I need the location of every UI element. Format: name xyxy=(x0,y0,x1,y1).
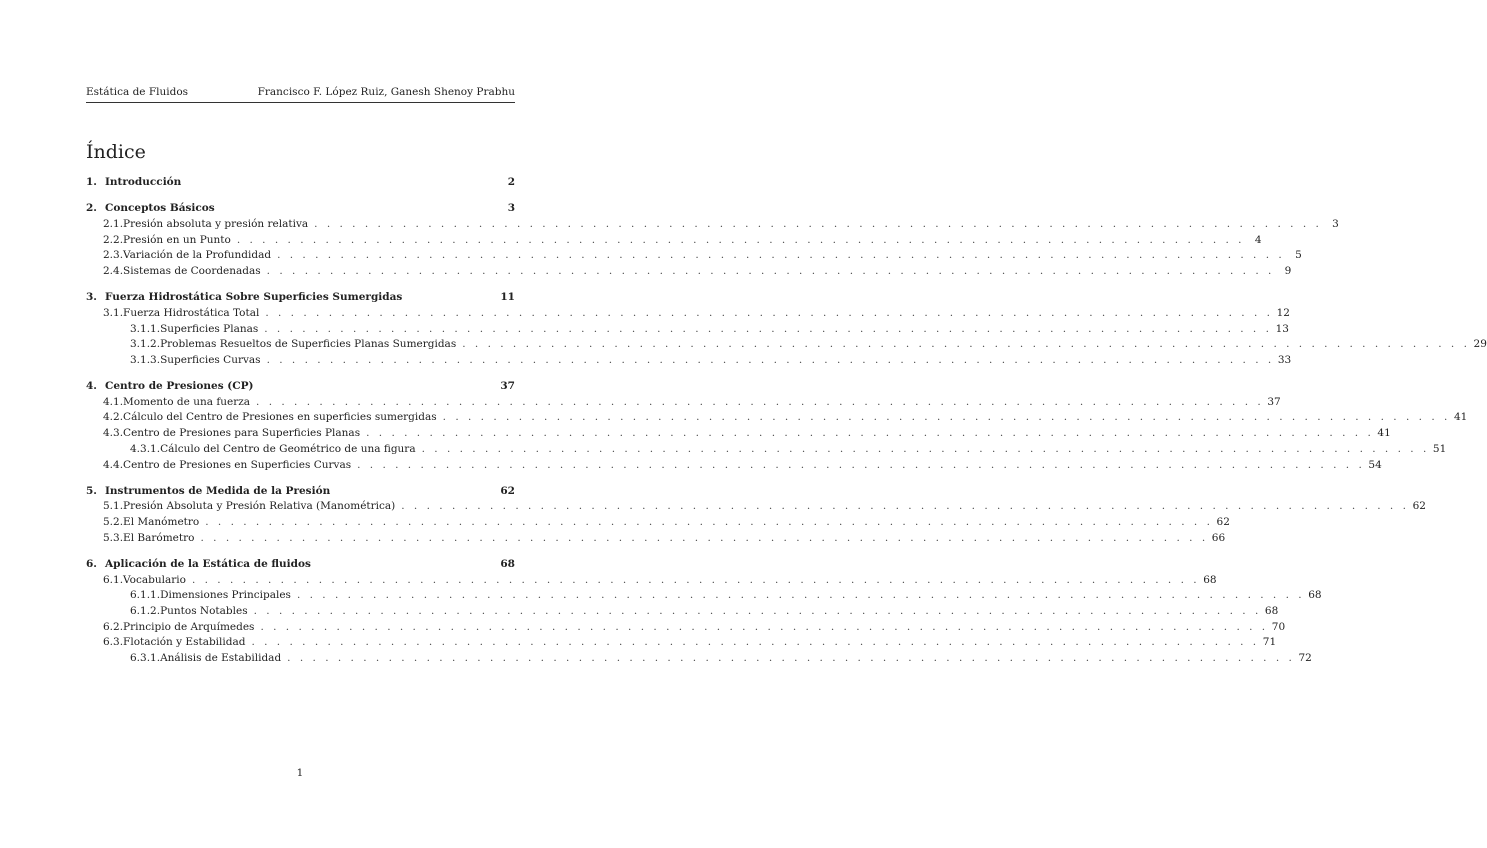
toc-leader-dots: . . . . . . . . . . . . . . . . . . . . . . . . . . . . . . . . . . . . . . . . . . . . . . . . . . . . . . . . . . . . . . . . . . . . . . . . . . . . . . . . xyxy=(266,353,1275,366)
toc-number: 5.2. xyxy=(103,516,124,529)
toc-page-number: 33 xyxy=(1277,353,1292,366)
toc-entry-title: Momento de una fuerza xyxy=(123,395,251,408)
toc-page-number: 29 xyxy=(1473,338,1487,351)
toc-leader-dots: . . . . . . . . . . . . . . . . . . . . . . . . . . . . . . . . . . . . . . . . . . . . . . . . . . . . . . . . . . . . . . . . . . . . . . . . . . . . . . . . xyxy=(421,442,1430,455)
toc-entry-title: Puntos Notables xyxy=(160,605,248,617)
toc-entry-title: Variación de la Profundidad xyxy=(123,249,272,262)
toc-page-number: 68 xyxy=(1203,573,1217,586)
toc-page-number: 3 xyxy=(1332,217,1339,230)
toc-entry-title: El Barómetro xyxy=(123,531,195,544)
toc-title: Índice xyxy=(86,141,146,163)
toc-leader-dots: . . . . . . . . . . . . . . . . . . . . . . . . . . . . . . . . . . . . . . . . . . . . . . . . . . . . . . . . . . . . . . . . . . . . . . . . . . . . . . . . xyxy=(200,531,1209,544)
toc-leader-dots: . . . . . . . . . . . . . . . . . . . . . . . . . . . . . . . . . . . . . . . . . . . . . . . . . . . . . . . . . . . . . . . . . . . . . . . . . . . . . . . . xyxy=(253,605,1262,617)
toc-page-number: 41 xyxy=(1377,427,1391,440)
toc-entry-title: Centro de Presiones para Superficies Planas xyxy=(123,427,361,440)
toc-entry-title: Conceptos Básicos xyxy=(105,202,215,215)
toc-number: 3.1.2. xyxy=(130,338,161,351)
toc-section[interactable] xyxy=(86,484,515,500)
toc-page-number: 66 xyxy=(1211,531,1226,544)
toc-number: 6.1.2. xyxy=(130,605,161,617)
toc-subsection[interactable] xyxy=(86,233,1262,249)
toc-leader-dots: . . . . . . . . . . . . . . . . . . . . . . . . . . . . . . . . . . . . . . . . . . . . . . . . . . . . . . . . . . . . . . . . . . . . . . . . . . . . . . . . xyxy=(260,620,1269,633)
toc-number: 6.1. xyxy=(103,573,124,586)
toc-number: 4.2. xyxy=(103,411,124,424)
toc-number: 3.1. xyxy=(103,306,124,319)
toc-leader-dots: . . . . . . . . . . . . . . . . . . . . . . . . . . . . . . . . . . . . . . . . . . . . . . . . . . . . . . . . . . . . . . . . . . . . . . . . . . . . . . . . xyxy=(442,411,1451,424)
header-left-title: Estática de Fluidos xyxy=(86,86,189,98)
toc-page-number: 9 xyxy=(1284,264,1292,277)
toc-section[interactable] xyxy=(86,557,515,573)
toc-number: 3. xyxy=(86,291,97,304)
toc-number: 6.3.1. xyxy=(130,652,161,665)
toc-entry-title: Centro de Presiones en Superficies Curvas xyxy=(123,458,352,471)
toc-page-number: 11 xyxy=(500,291,515,304)
table-of-contents xyxy=(86,175,1487,667)
toc-page-number: 54 xyxy=(1368,458,1382,471)
toc-entry-title: Cálculo del Centro de Geométrico de una figura xyxy=(160,442,416,455)
toc-page-number: 41 xyxy=(1453,411,1468,424)
header-right-authors: Francisco F. López Ruiz, Ganesh Shenoy Prabhu xyxy=(257,86,515,98)
toc-leader-dots: . . . . . . . . . . . . . . . . . . . . . . . . . . . . . . . . . . . . . . . . . . . . . . . . . . . . . . . . . . . . . . . . . . . . . . . . . . . . . . . . xyxy=(401,500,1409,513)
toc-number: 2.2. xyxy=(103,233,124,246)
toc-entry-title: Análisis de Estabilidad xyxy=(160,652,282,665)
toc-entry-title: Centro de Presiones (CP) xyxy=(105,380,254,393)
toc-number: 1. xyxy=(86,176,97,188)
toc-leader-dots: . . . . . . . . . . . . . . . . . . . . . . . . . . . . . . . . . . . . . . . . . . . . . . . . . . . . . . . . . . . . . . . . . . . . . . . . . . . . . . . . xyxy=(251,636,1260,649)
header-rule xyxy=(86,102,515,103)
toc-number: 2.4. xyxy=(103,264,124,277)
toc-leader-dots: . . . . . . . . . . . . . . . . . . . . . . . . . . . . . . . . . . . . . . . . . . . . . . . . . . . . . . . . . . . . . . . . . . . . . . . . . . . . . . . . xyxy=(277,249,1285,262)
toc-page-number: 62 xyxy=(500,484,515,497)
toc-leader-dots: . . . . . . . . . . . . . . . . . . . . . . . . . . . . . . . . . . . . . . . . . . . . . . . . . . . . . . . . . . . . . . . . . . . . . . . . . . . . . . . . xyxy=(264,322,1272,335)
toc-page-number: 68 xyxy=(1308,589,1322,602)
toc-subsection[interactable] xyxy=(86,458,1382,474)
toc-entry-title: Presión Absoluta y Presión Relativa (Manométrica) xyxy=(123,500,396,513)
toc-page-number: 68 xyxy=(1264,605,1279,617)
toc-entry-title: Dimensiones Principales xyxy=(160,589,291,602)
toc-entry-title: Problemas Resueltos de Superficies Planas Sumergidas xyxy=(160,338,457,351)
toc-leader-dots: . . . . . . . . . . . . . . . . . . . . . . . . . . . . . . . . . . . . . . . . . . . . . . . . . . . . . . . . . . . . . . . . . . . . . . . . . . . . . . . . xyxy=(205,516,1213,529)
toc-number: 5.1. xyxy=(103,500,124,513)
toc-entry-title: Presión absoluta y presión relativa xyxy=(123,217,309,230)
toc-subsection[interactable] xyxy=(86,264,1292,280)
toc-number: 3.1.3. xyxy=(130,353,161,366)
toc-leader-dots: . . . . . . . . . . . . . . . . . . . . . . . . . . . . . . . . . . . . . . . . . . . . . . . . . . . . . . . . . . . . . . . . . . . . . . . . . . . . . . . . xyxy=(296,589,1305,602)
toc-number: 6.2. xyxy=(103,620,124,633)
toc-subsection[interactable] xyxy=(86,573,1217,589)
toc-entry-title: Instrumentos de Medida de la Presión xyxy=(105,484,331,497)
toc-page-number: 70 xyxy=(1271,620,1286,633)
toc-page-number: 62 xyxy=(1216,516,1230,529)
toc-number: 4.1. xyxy=(103,395,124,408)
toc-section[interactable] xyxy=(86,201,515,217)
toc-entry-title: Fuerza Hidrostática Sobre Superficies Sumergidas xyxy=(105,291,403,304)
toc-number: 4. xyxy=(86,380,97,393)
toc-entry-title: Superficies Planas xyxy=(160,322,259,335)
toc-section[interactable] xyxy=(86,290,515,306)
toc-number: 6.1.1. xyxy=(130,589,161,602)
toc-number: 2.3. xyxy=(103,249,124,262)
toc-page-number: 71 xyxy=(1262,636,1277,649)
page-number: 1 xyxy=(296,767,304,779)
toc-number: 2. xyxy=(86,202,97,215)
toc-subsection[interactable] xyxy=(86,635,1277,651)
toc-entry-title: Sistemas de Coordenadas xyxy=(123,264,261,277)
toc-number: 3.1.1. xyxy=(130,322,161,335)
toc-number: 6.3. xyxy=(103,636,124,649)
toc-subsection[interactable] xyxy=(86,651,1312,667)
toc-subsection[interactable] xyxy=(86,442,1447,458)
toc-subsection[interactable] xyxy=(86,499,1426,515)
toc-number: 4.4. xyxy=(103,458,124,471)
toc-entry-title: Introducción xyxy=(105,176,182,188)
toc-subsection[interactable] xyxy=(86,426,1391,442)
toc-page-number: 12 xyxy=(1276,306,1290,319)
toc-number: 4.3. xyxy=(103,427,124,440)
toc-section[interactable] xyxy=(86,175,515,191)
toc-page-number: 51 xyxy=(1432,442,1447,455)
toc-subsection[interactable] xyxy=(86,604,1279,620)
toc-subsection[interactable] xyxy=(86,515,1230,531)
toc-page-number: 37 xyxy=(1267,395,1281,408)
toc-subsection[interactable] xyxy=(86,248,1302,264)
toc-leader-dots: . . . . . . . . . . . . . . . . . . . . . . . . . . . . . . . . . . . . . . . . . . . . . . . . . . . . . . . . . . . . . . . . . . . . . . . . . . . . . . . . xyxy=(266,264,1275,277)
toc-leader-dots: . . . . . . . . . . . . . . . . . . . . . . . . . . . . . . . . . . . . . . . . . . . . . . . . . . . . . . . . . . . . . . . . . . . . . . . . . . . . . . . . xyxy=(265,306,1273,319)
toc-leader-dots: . . . . . . . . . . . . . . . . . . . . . . . . . . . . . . . . . . . . . . . . . . . . . . . . . . . . . . . . . . . . . . . . . . . . . . . . . . . . . . . . xyxy=(462,338,1470,351)
toc-subsection[interactable] xyxy=(86,217,1339,233)
toc-number: 2.1. xyxy=(103,217,124,230)
toc-entry-title: Presión en un Punto xyxy=(123,233,231,246)
toc-entry-title: Vocabulario xyxy=(123,573,186,586)
toc-number: 5. xyxy=(86,484,97,497)
toc-page-number: 2 xyxy=(507,176,515,188)
toc-subsection[interactable] xyxy=(86,353,1292,369)
toc-page-number: 4 xyxy=(1254,233,1262,246)
toc-subsection[interactable] xyxy=(86,531,1226,547)
toc-entry-title: Cálculo del Centro de Presiones en superficies sumergidas xyxy=(123,411,437,424)
toc-entry-title: Superficies Curvas xyxy=(160,353,261,366)
page-header xyxy=(86,86,515,98)
toc-subsection[interactable] xyxy=(86,306,1290,322)
toc-leader-dots: . . . . . . . . . . . . . . . . . . . . . . . . . . . . . . . . . . . . . . . . . . . . . . . . . . . . . . . . . . . . . . . . . . . . . . . . . . . . . . . . xyxy=(256,395,1264,408)
toc-page-number: 68 xyxy=(500,557,515,570)
toc-entry-title: Fuerza Hidrostática Total xyxy=(123,306,260,319)
toc-number: 5.3. xyxy=(103,531,124,544)
toc-subsection[interactable] xyxy=(86,395,1281,411)
toc-number: 4.3.1. xyxy=(130,442,161,455)
toc-subsection[interactable] xyxy=(86,337,1487,353)
toc-section[interactable] xyxy=(86,379,515,395)
toc-subsection[interactable] xyxy=(86,588,1322,604)
toc-leader-dots: . . . . . . . . . . . . . . . . . . . . . . . . . . . . . . . . . . . . . . . . . . . . . . . . . . . . . . . . . . . . . . . . . . . . . . . . . . . . . . . . xyxy=(191,573,1200,586)
toc-leader-dots: . . . . . . . . . . . . . . . . . . . . . . . . . . . . . . . . . . . . . . . . . . . . . . . . . . . . . . . . . . . . . . . . . . . . . . . . . . . . . . . . xyxy=(287,652,1295,665)
toc-page-number: 5 xyxy=(1295,249,1302,262)
toc-leader-dots: . . . . . . . . . . . . . . . . . . . . . . . . . . . . . . . . . . . . . . . . . . . . . . . . . . . . . . . . . . . . . . . . . . . . . . . . . . . . . . . . xyxy=(236,233,1245,246)
toc-page-number: 62 xyxy=(1412,500,1426,513)
toc-subsection[interactable] xyxy=(86,322,1289,338)
toc-page-number: 13 xyxy=(1275,322,1289,335)
toc-page-number: 3 xyxy=(507,202,515,215)
toc-leader-dots: . . . . . . . . . . . . . . . . . . . . . . . . . . . . . . . . . . . . . . . . . . . . . . . . . . . . . . . . . . . . . . . . . . . . . . . . . . . . . . . . xyxy=(366,427,1374,440)
toc-subsection[interactable] xyxy=(86,620,1286,636)
toc-leader-dots: . . . . . . . . . . . . . . . . . . . . . . . . . . . . . . . . . . . . . . . . . . . . . . . . . . . . . . . . . . . . . . . . . . . . . . . . . . . . . . . . xyxy=(357,458,1365,471)
toc-entry-title: El Manómetro xyxy=(123,516,200,529)
toc-subsection[interactable] xyxy=(86,410,1468,426)
toc-page-number: 72 xyxy=(1298,652,1312,665)
toc-entry-title: Aplicación de la Estática de fluidos xyxy=(105,557,311,570)
toc-leader-dots: . . . . . . . . . . . . . . . . . . . . . . . . . . . . . . . . . . . . . . . . . . . . . . . . . . . . . . . . . . . . . . . . . . . . . . . . . . . . . . . . xyxy=(314,217,1322,230)
toc-page-number: 37 xyxy=(500,380,515,393)
toc-number: 6. xyxy=(86,557,97,570)
toc-entry-title: Flotación y Estabilidad xyxy=(123,636,246,649)
toc-entry-title: Principio de Arquímedes xyxy=(123,620,255,633)
